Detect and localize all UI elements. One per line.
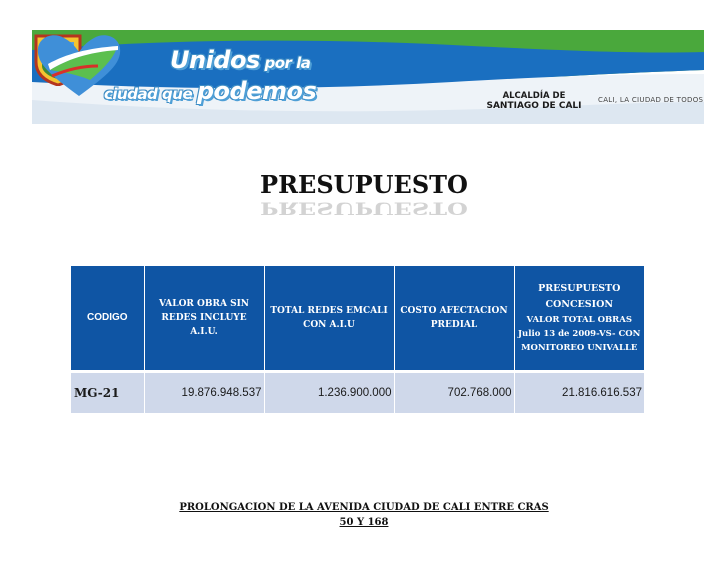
- heart-logo: [32, 30, 126, 100]
- caption-line-2: 50 Y 168: [339, 517, 389, 528]
- table-row: [71, 372, 644, 414]
- column-header-valor-obra: VALOR OBRA SIN REDES INCLUYE A.I.U.: [144, 266, 264, 372]
- cell-costo-afectacion: 702.768.000: [394, 372, 514, 414]
- cell-presupuesto: 21.816.616.537: [514, 372, 644, 414]
- column-header-codigo: CODIGO: [71, 266, 144, 372]
- column-header-presupuesto: [514, 266, 644, 372]
- budget-table: [71, 266, 644, 413]
- presupuesto-header-title: PRESUPUESTO CONCESION: [538, 283, 621, 310]
- page-title: PRESUPUESTO: [260, 170, 468, 199]
- slogan-line-1: Unidos por la: [170, 46, 311, 74]
- presupuesto-header-note: VALOR TOTAL OBRAS Julio 13 de 2009-VS- CON MONITOREO UNIVALLE: [518, 315, 641, 353]
- cell-codigo: MG-21: [71, 372, 144, 414]
- page-title-reflection: PRESUPUESTO: [260, 198, 468, 219]
- alcaldia-label: ALCALDÍA DE SANTIAGO DE CALI: [486, 91, 582, 111]
- heart-caption: CALI, LA CIUDAD DE TODOS: [598, 96, 704, 104]
- header-banner: [32, 30, 704, 124]
- slogan-line-2: ciudad que podemos: [104, 77, 317, 105]
- cell-valor-obra: 19.876.948.537: [144, 372, 264, 414]
- column-header-costo-afectacion: COSTO AFECTACION PREDIAL: [394, 266, 514, 372]
- column-header-total-redes: TOTAL REDES EMCALI CON A.I.U: [264, 266, 394, 372]
- table-header-row: [71, 266, 644, 372]
- cell-total-redes: 1.236.900.000: [264, 372, 394, 414]
- caption-line-1: PROLONGACION DE LA AVENIDA CIUDAD DE CALI ENTRE CRAS: [179, 502, 549, 513]
- project-caption: [0, 500, 728, 530]
